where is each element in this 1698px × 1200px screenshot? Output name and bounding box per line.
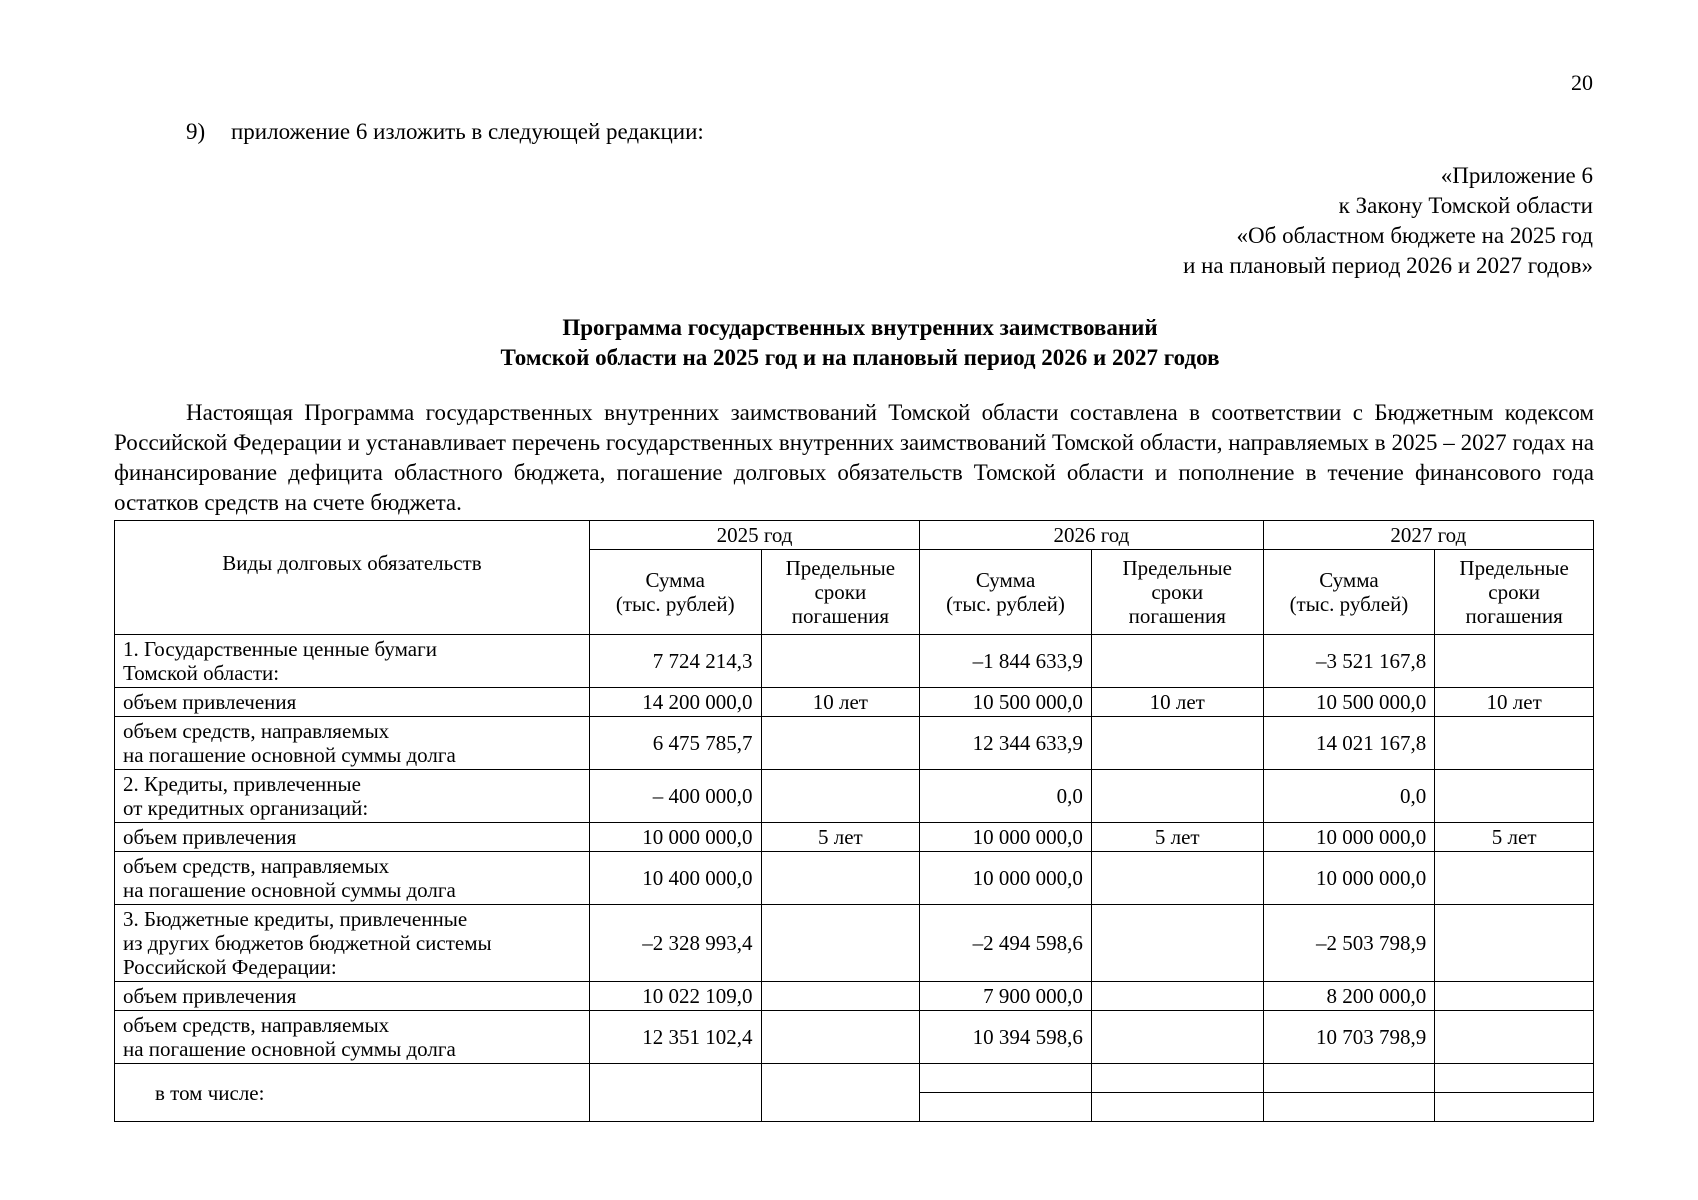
empty-cell	[589, 1064, 761, 1122]
term-cell	[1435, 1011, 1594, 1064]
term-cell: 10 лет	[1435, 688, 1594, 717]
table-row	[115, 1064, 1594, 1122]
table-row	[115, 688, 1594, 717]
term-cell	[1091, 635, 1263, 688]
sum-cell: 12 351 102,4	[589, 1011, 761, 1064]
sum-cell: –2 503 798,9	[1263, 905, 1435, 982]
term-cell	[1091, 770, 1263, 823]
appendix-reference	[1183, 161, 1593, 281]
item-label: объем средств, направляемых на погашение основной суммы долга	[115, 852, 590, 905]
term-cell	[761, 1011, 920, 1064]
term-cell	[1091, 717, 1263, 770]
amendment-item	[186, 118, 704, 146]
term-cell: 5 лет	[761, 823, 920, 852]
item-text: приложение 6 изложить в следующей редакции:	[231, 119, 704, 144]
term-column-header: Предельные сроки погашения	[761, 550, 920, 635]
sum-cell: 12 344 633,9	[920, 717, 1092, 770]
including-label: в том числе:	[115, 1064, 590, 1122]
term-cell: 5 лет	[1091, 823, 1263, 852]
sum-cell: 14 200 000,0	[589, 688, 761, 717]
term-cell	[761, 717, 920, 770]
sum-cell: 14 021 167,8	[1263, 717, 1435, 770]
sum-cell: –3 521 167,8	[1263, 635, 1435, 688]
sum-cell: 6 475 785,7	[589, 717, 761, 770]
table-row	[115, 770, 1594, 823]
item-label: объем привлечения	[115, 688, 590, 717]
appendix-line: «Об областном бюджете на 2025 год	[1236, 223, 1593, 248]
table-row	[115, 823, 1594, 852]
term-column-header: Предельные сроки погашения	[1435, 550, 1594, 635]
table-row	[115, 635, 1594, 688]
split-empty-cell	[920, 1064, 1092, 1122]
term-cell	[761, 635, 920, 688]
section-label: 3. Бюджетные кредиты, привлеченные из других бюджетов бюджетной системы Российской Федерации:	[115, 905, 590, 982]
term-cell	[761, 770, 920, 823]
term-cell	[761, 905, 920, 982]
sum-cell: – 400 000,0	[589, 770, 761, 823]
term-cell	[1435, 717, 1594, 770]
sum-cell: 10 400 000,0	[589, 852, 761, 905]
table-row	[115, 982, 1594, 1011]
term-cell	[1091, 852, 1263, 905]
sum-cell: 7 724 214,3	[589, 635, 761, 688]
empty-cell	[761, 1064, 920, 1122]
sum-cell: 10 500 000,0	[1263, 688, 1435, 717]
sum-column-header: Сумма (тыс. рублей)	[589, 550, 761, 635]
table-row	[115, 852, 1594, 905]
term-cell	[1091, 982, 1263, 1011]
year-header-row	[115, 521, 1594, 550]
term-cell	[761, 982, 920, 1011]
table-row	[115, 905, 1594, 982]
sum-cell: 10 703 798,9	[1263, 1011, 1435, 1064]
item-label: объем привлечения	[115, 823, 590, 852]
borrowing-program-table	[114, 520, 1594, 1122]
term-column-header: Предельные сроки погашения	[1091, 550, 1263, 635]
term-cell: 10 лет	[761, 688, 920, 717]
term-cell	[1435, 635, 1594, 688]
table-row	[115, 1011, 1594, 1064]
title-line: Томской области на 2025 год и на плановый период 2026 и 2027 годов	[500, 345, 1220, 370]
sum-cell: 0,0	[1263, 770, 1435, 823]
item-number: 9)	[186, 119, 206, 144]
year-header: 2025 год	[589, 521, 919, 550]
term-cell	[1091, 1011, 1263, 1064]
section-label: 2. Кредиты, привлеченные от кредитных организаций:	[115, 770, 590, 823]
term-cell: 5 лет	[1435, 823, 1594, 852]
item-label: объем привлечения	[115, 982, 590, 1011]
sum-cell: 10 000 000,0	[589, 823, 761, 852]
sum-cell: –1 844 633,9	[920, 635, 1092, 688]
sum-cell: 10 000 000,0	[920, 852, 1092, 905]
term-cell	[1435, 905, 1594, 982]
sum-cell: 10 394 598,6	[920, 1011, 1092, 1064]
term-cell	[1435, 982, 1594, 1011]
split-empty-cell	[1263, 1064, 1435, 1122]
appendix-line: «Приложение 6	[1440, 163, 1593, 188]
kind-column-header: Виды долговых обязательств	[115, 521, 590, 635]
intro-paragraph: Настоящая Программа государственных внутренних заимствований Томской области составлена в соответствии с Бюджетным кодексом Российской Федерации и устанавливает перечень государственных внутренних заимствований Томской области, направляемых в 2025 – 2027 годах на финансирование дефицита областного бюджета, погашение долговых обязательств Томской области и пополнение в течение финансового года остатков средств на счете бюджета.	[114, 400, 1594, 515]
item-label: объем средств, направляемых на погашение основной суммы долга	[115, 1011, 590, 1064]
page-number: 20	[1571, 70, 1593, 95]
term-cell	[1091, 905, 1263, 982]
sum-cell: 8 200 000,0	[1263, 982, 1435, 1011]
table-row	[115, 717, 1594, 770]
sum-cell: –2 328 993,4	[589, 905, 761, 982]
title-line: Программа государственных внутренних заимствований	[562, 315, 1158, 340]
sum-cell: 0,0	[920, 770, 1092, 823]
term-cell: 10 лет	[1091, 688, 1263, 717]
section-label: 1. Государственные ценные бумаги Томской области:	[115, 635, 590, 688]
term-cell	[1435, 852, 1594, 905]
appendix-line: и на плановый период 2026 и 2027 годов»	[1183, 253, 1593, 278]
sum-column-header: Сумма (тыс. рублей)	[920, 550, 1092, 635]
sum-cell: 10 000 000,0	[1263, 823, 1435, 852]
sum-cell: 7 900 000,0	[920, 982, 1092, 1011]
split-empty-cell	[1091, 1064, 1263, 1122]
term-cell	[761, 852, 920, 905]
appendix-line: к Закону Томской области	[1338, 193, 1593, 218]
sum-column-header: Сумма (тыс. рублей)	[1263, 550, 1435, 635]
year-header: 2026 год	[920, 521, 1263, 550]
sum-cell: 10 000 000,0	[920, 823, 1092, 852]
document-title	[0, 313, 1698, 373]
sum-cell: –2 494 598,6	[920, 905, 1092, 982]
split-empty-cell	[1435, 1064, 1594, 1122]
year-header: 2027 год	[1263, 521, 1593, 550]
sum-cell: 10 022 109,0	[589, 982, 761, 1011]
item-label: объем средств, направляемых на погашение основной суммы долга	[115, 717, 590, 770]
sum-cell: 10 500 000,0	[920, 688, 1092, 717]
sum-cell: 10 000 000,0	[1263, 852, 1435, 905]
term-cell	[1435, 770, 1594, 823]
